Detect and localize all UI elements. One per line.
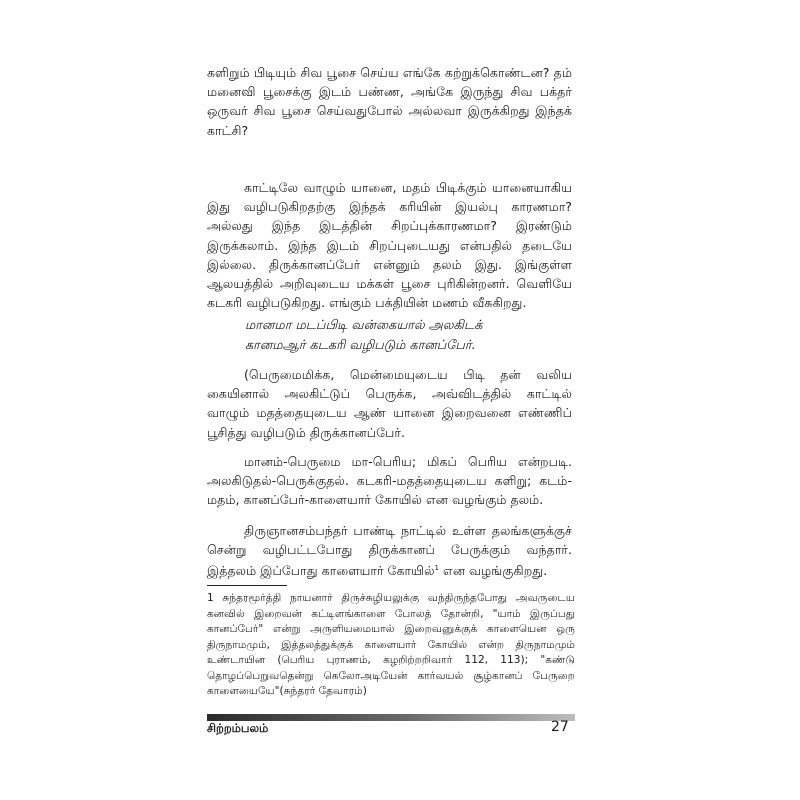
meaning-text: (பெருமைமிக்க, மென்மையுடைய பிடி தன் வலிய கையினால் அலகிட்டுப் பெருக்க, அவ்விடத்தில் காட்டில் வாழும் மதத்தையுடைய ஆண் யானை இறைவனை எண்ணிப் பூசித்து வழிபடும் திருக்கானப்பேர். — [207, 367, 572, 440]
verse-block — [245, 316, 575, 355]
verse-line: கானமஆர் கடகரி வழிபடும் கானப்பேர். — [245, 337, 476, 353]
glossary-text: மானம்-பெருமை மா-பெரிய; மிகப் பெரிய என்றபடி. அலகிடுதல்-பெருக்குதல். கடகரி-மதத்தையுடைய களிறு; கடம்-மதம், கானப்பேர்-காளையார் கோயில் என வழங்கும் தலம். — [207, 454, 572, 508]
footnote-divider — [207, 585, 287, 586]
paragraph-1 — [207, 63, 572, 140]
footnote — [207, 591, 575, 700]
paragraph-text: களிறும் பிடியும் சிவ பூசை செய்ய எங்கே கற்றுக்கொண்டன? தம் மனைவி பூசைக்கு இடம் பண்ண, அங்கே இருந்து சிவ பக்தர் ஒருவர் சிவ பூசை செய்வதுபோல் அல்லவா இருக்கிறது இந்தக் காட்சி? — [207, 65, 572, 138]
last-paragraph — [207, 521, 572, 581]
verse-line: மானமா மடப்பிடி வன்கையால் அலகிடக் — [245, 318, 483, 333]
footer-title: சிற்றம்பலம் — [207, 721, 269, 735]
glossary-paragraph — [207, 452, 572, 510]
paragraph-text: காட்டிலே வாழும் யானை, மதம் பிடிக்கும் யானையாகிய இது வழிபடுகிறதற்கு இந்தக் கரியின் இயல்பு காரணமா? அல்லது இந்த இடத்தின் சிறப்புக்காரணமா? இரண்டும் இருக்கலாம். இந்த இடம் சிறப்புடையது என்பதில் தடையே இல்லை. திருக்கானப்பேர் என்னும் தலம் இது. இங்குள்ள ஆலயத்தில் அறிவுடைய மக்கள் பூசை புரிகின்றனர். வெளியே கடகரி வழிபடுகிறது. எங்கும் பக்தியின் மணம் வீசுகிறது. — [207, 180, 572, 311]
footnote-text: 1 சுந்தரமூர்த்தி நாயனார் திருச்சுழியலுக்கு வந்திருந்தபோது அவருடைய கனவில் இறைவன் கட்டிளங்காளை போலத் தோன்றி, "யாம் இருப்பது கானப்பேர்" என்று அருளியமையால் இறைவனுக்குக் காளையென ஒரு திருநாமமும், இத்தலத்துக்குக் காளையார் கோயில் என்ற திருநாமமும் உண்டாயின (பெரிய புராணம், கழறிற்றறிவார் 112, 113); "கண்டு தொழப்பெறுவதென்று கெலோஅடியேன் கார்வயல் சூழ்கானப் பேருறை காளையையே"(சுந்தரர் தேவாரம்) — [207, 592, 575, 697]
meaning-paragraph — [207, 365, 572, 442]
last-paragraph-tail: என வழங்குகிறது. — [439, 563, 548, 579]
paragraph-2 — [207, 178, 572, 312]
footnote-marker: 1 — [434, 564, 439, 573]
footer-bar — [207, 714, 575, 721]
last-paragraph-body: திருஞானசம்பந்தர் பாண்டி நாட்டில் உள்ள தலங்களுக்குச் சென்று வழிபட்டபோது திருக்கானப் பேருக்கும் வந்தார். இத்தலம் இப்போது காளையார் கோயில் — [207, 523, 572, 579]
last-paragraph-text — [207, 521, 572, 581]
page-number: 27 — [551, 719, 569, 735]
